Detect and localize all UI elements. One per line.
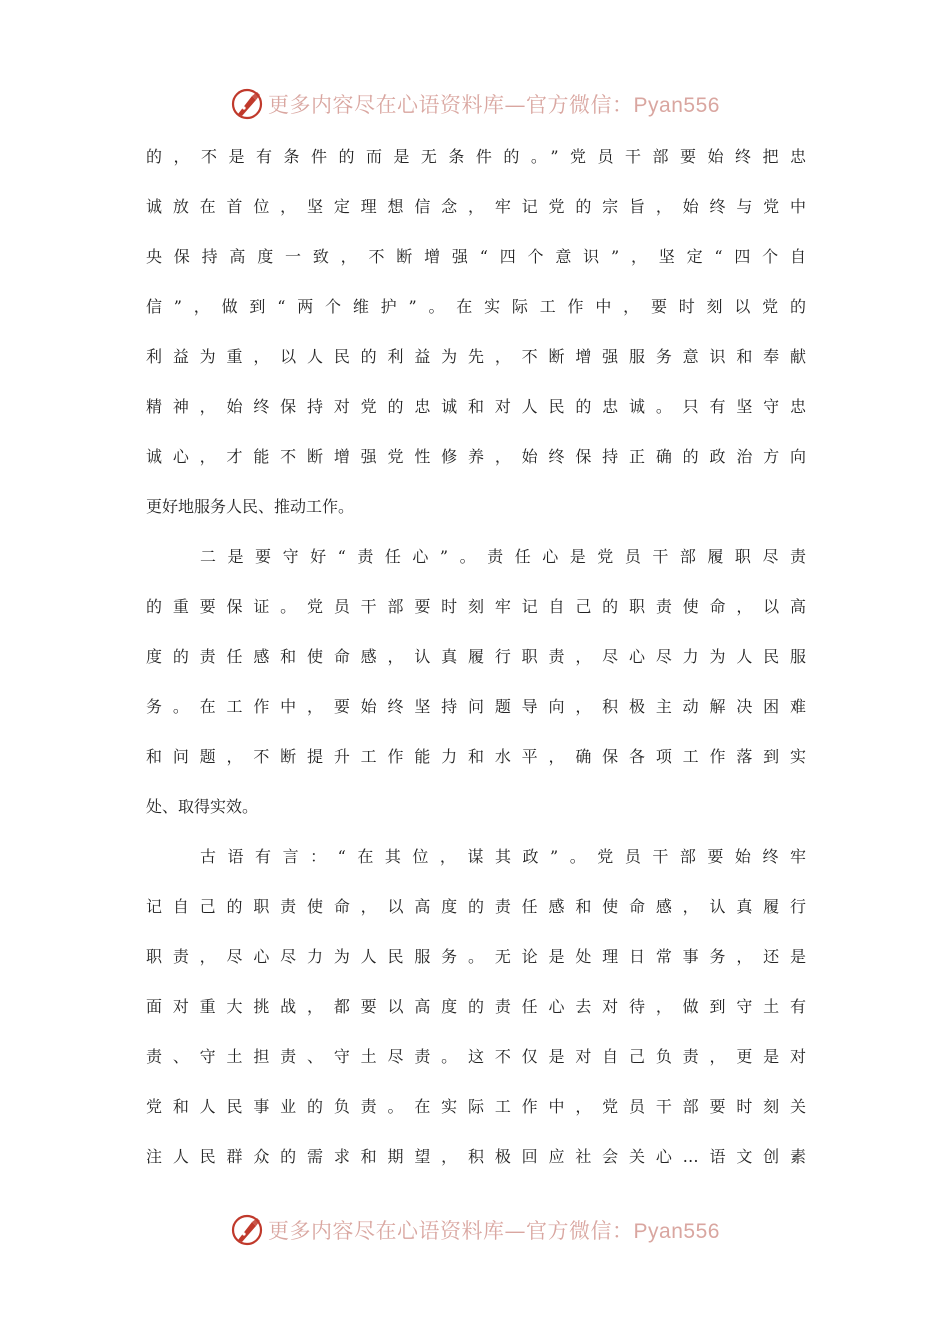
- text-line: 精神，始终保持对党的忠诚和对人民的忠诚。只有坚守忠: [146, 397, 806, 416]
- header-watermark: [0, 84, 950, 124]
- text-line: 职责，尽心尽力为人民服务。无论是处理日常事务，还是: [146, 947, 806, 966]
- text-line: 诚心，才能不断增强党性修养，始终保持正确的政治方向: [146, 447, 806, 466]
- text-line: 更好地服务人民、推动工作。: [146, 497, 355, 516]
- text-line: 党和人民事业的负责。在实际工作中，党员干部要时刻关: [146, 1097, 806, 1116]
- text-line: 的重要保证。党员干部要时刻牢记自己的职责使命，以高: [146, 597, 806, 616]
- pen-nib-logo-icon: [230, 1213, 264, 1247]
- text-line: 务。在工作中，要始终坚持问题导向，积极主动解决困难: [146, 697, 806, 716]
- text-line: 二是要守好“责任心”。责任心是党员干部履职尽责: [200, 547, 806, 566]
- pen-nib-logo-icon: [230, 87, 264, 121]
- text-line: 记自己的职责使命，以高度的责任感和使命感，认真履行: [146, 897, 806, 916]
- text-line: 度的责任感和使命感，认真履行职责，尽心尽力为人民服: [146, 647, 806, 666]
- footer-watermark: [0, 1210, 950, 1250]
- document-body: [146, 144, 806, 1194]
- footer-wechat-handle: Pyan556: [633, 1220, 720, 1243]
- footer-site-label: 更多内容尽在心语资料库—官方微信：: [268, 1219, 634, 1243]
- text-line: 古语有言：“在其位，谋其政”。党员干部要始终牢: [200, 847, 806, 866]
- text-line: 诚放在首位，坚定理想信念，牢记党的宗旨，始终与党中: [146, 197, 806, 216]
- header-site-label: 更多内容尽在心语资料库—官方微信：: [268, 93, 634, 117]
- text-line: 利益为重，以人民的利益为先，不断增强服务意识和奉献: [146, 347, 806, 366]
- text-line: 注人民群众的需求和期望，积极回应社会关心…语文创素: [146, 1147, 806, 1166]
- text-line: 的，不是有条件的而是无条件的。”党员干部要始终把忠: [146, 147, 806, 166]
- text-line: 信”，做到“两个维护”。在实际工作中，要时刻以党的: [146, 297, 806, 316]
- text-line: 和问题，不断提升工作能力和水平，确保各项工作落到实: [146, 747, 806, 766]
- text-line: 央保持高度一致，不断增强“四个意识”，坚定“四个自: [146, 247, 806, 266]
- text-line: 处、取得实效。: [146, 797, 259, 816]
- text-line: 责、守土担责、守土尽责。这不仅是对自己负责，更是对: [146, 1047, 806, 1066]
- text-line: 面对重大挑战，都要以高度的责任心去对待，做到守土有: [146, 997, 806, 1016]
- header-wechat-handle: Pyan556: [633, 94, 720, 117]
